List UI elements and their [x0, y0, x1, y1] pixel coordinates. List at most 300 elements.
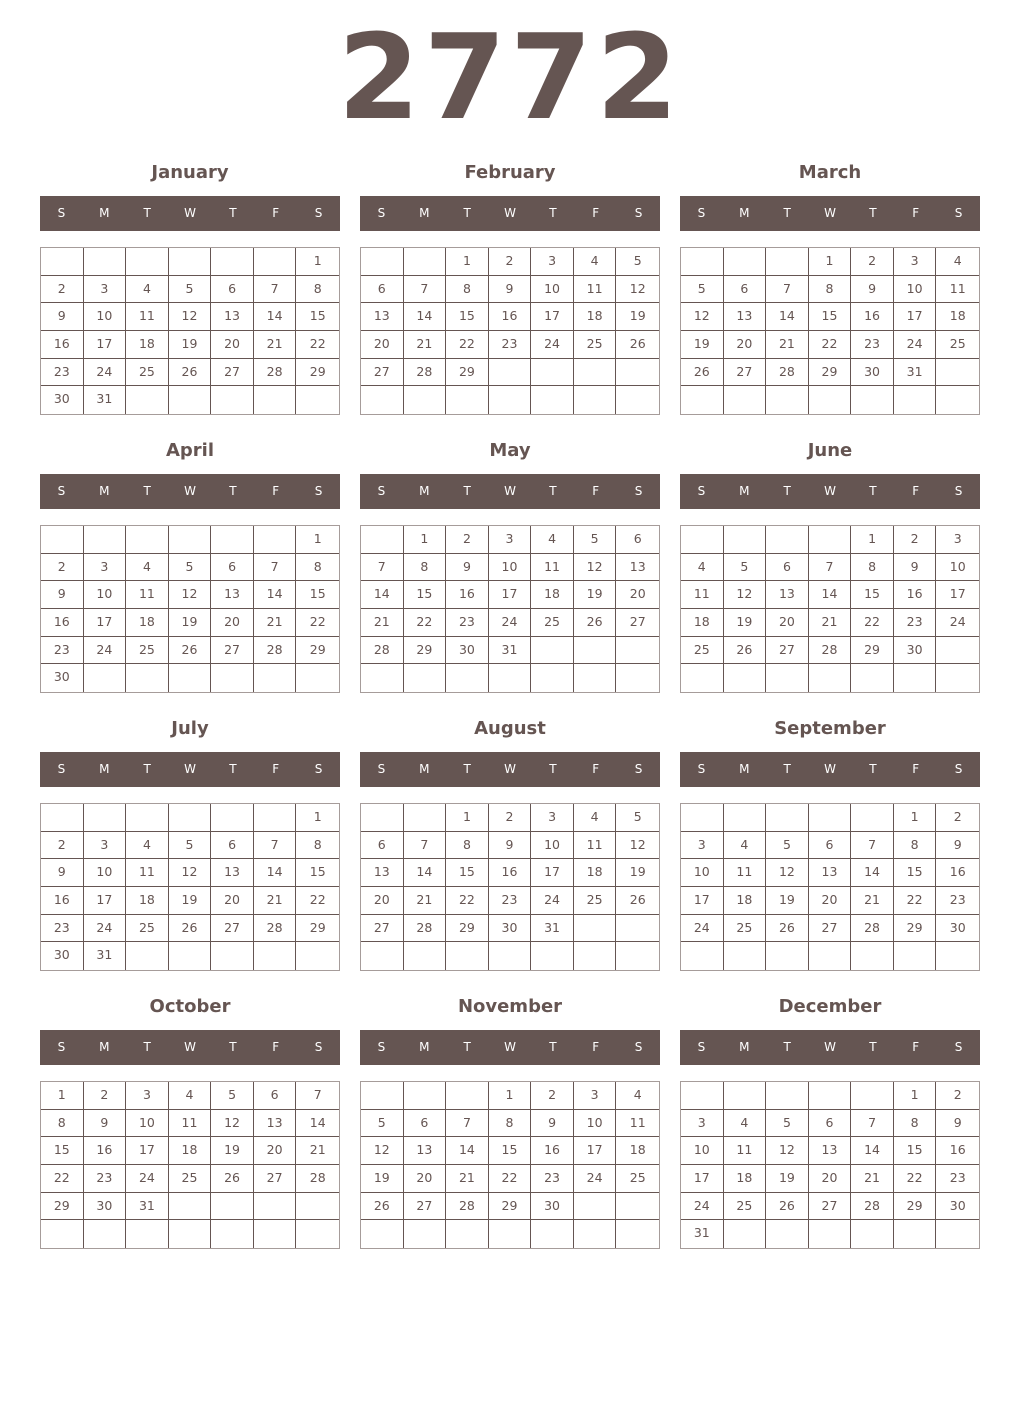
day-cell[interactable]: 5 — [766, 832, 809, 860]
day-cell[interactable]: 27 — [724, 359, 767, 387]
day-cell[interactable]: 1 — [446, 248, 489, 276]
day-cell[interactable]: 16 — [446, 581, 489, 609]
day-cell[interactable]: 7 — [851, 1110, 894, 1138]
day-cell[interactable]: 25 — [681, 637, 724, 665]
day-cell[interactable]: 13 — [361, 303, 404, 331]
day-cell[interactable]: 24 — [531, 887, 574, 915]
day-cell[interactable]: 27 — [809, 1193, 852, 1221]
day-cell[interactable]: 19 — [766, 887, 809, 915]
day-cell[interactable]: 24 — [681, 1193, 724, 1221]
day-cell[interactable]: 29 — [894, 915, 937, 943]
day-cell[interactable]: 9 — [936, 1110, 979, 1138]
day-cell[interactable]: 1 — [489, 1082, 532, 1110]
day-cell[interactable]: 3 — [681, 832, 724, 860]
day-cell[interactable]: 12 — [169, 859, 212, 887]
day-cell[interactable]: 1 — [404, 526, 447, 554]
day-cell[interactable]: 19 — [169, 887, 212, 915]
day-cell[interactable]: 19 — [616, 859, 659, 887]
day-cell[interactable]: 20 — [361, 331, 404, 359]
day-cell[interactable]: 12 — [724, 581, 767, 609]
day-cell[interactable]: 12 — [766, 859, 809, 887]
day-cell[interactable]: 14 — [296, 1110, 339, 1138]
day-cell[interactable]: 7 — [446, 1110, 489, 1138]
day-cell[interactable]: 7 — [851, 832, 894, 860]
day-cell[interactable]: 15 — [894, 1137, 937, 1165]
day-cell[interactable]: 13 — [361, 859, 404, 887]
day-cell[interactable]: 10 — [531, 832, 574, 860]
day-cell[interactable]: 29 — [489, 1193, 532, 1221]
day-cell[interactable]: 23 — [41, 637, 84, 665]
day-cell[interactable]: 27 — [211, 637, 254, 665]
day-cell[interactable]: 20 — [766, 609, 809, 637]
day-cell[interactable]: 22 — [41, 1165, 84, 1193]
day-cell[interactable]: 6 — [724, 276, 767, 304]
day-cell[interactable]: 16 — [41, 331, 84, 359]
day-cell[interactable]: 2 — [489, 804, 532, 832]
day-cell[interactable]: 27 — [361, 915, 404, 943]
day-cell[interactable]: 8 — [894, 832, 937, 860]
day-cell[interactable]: 12 — [766, 1137, 809, 1165]
day-cell[interactable]: 8 — [41, 1110, 84, 1138]
day-cell[interactable]: 24 — [84, 637, 127, 665]
day-cell[interactable]: 3 — [84, 276, 127, 304]
day-cell[interactable]: 19 — [211, 1137, 254, 1165]
day-cell[interactable]: 14 — [404, 303, 447, 331]
day-cell[interactable]: 25 — [126, 637, 169, 665]
day-cell[interactable]: 26 — [211, 1165, 254, 1193]
day-cell[interactable]: 7 — [809, 554, 852, 582]
day-cell[interactable]: 27 — [254, 1165, 297, 1193]
day-cell[interactable]: 31 — [126, 1193, 169, 1221]
day-cell[interactable]: 20 — [404, 1165, 447, 1193]
day-cell[interactable]: 3 — [531, 248, 574, 276]
day-cell[interactable]: 1 — [894, 804, 937, 832]
day-cell[interactable]: 26 — [681, 359, 724, 387]
day-cell[interactable]: 14 — [254, 303, 297, 331]
day-cell[interactable]: 21 — [766, 331, 809, 359]
day-cell[interactable]: 7 — [766, 276, 809, 304]
day-cell[interactable]: 24 — [936, 609, 979, 637]
day-cell[interactable]: 19 — [724, 609, 767, 637]
day-cell[interactable]: 6 — [211, 554, 254, 582]
day-cell[interactable]: 16 — [531, 1137, 574, 1165]
day-cell[interactable]: 2 — [41, 276, 84, 304]
day-cell[interactable]: 15 — [296, 303, 339, 331]
day-cell[interactable]: 15 — [404, 581, 447, 609]
day-cell[interactable]: 16 — [489, 303, 532, 331]
day-cell[interactable]: 5 — [211, 1082, 254, 1110]
day-cell[interactable]: 25 — [616, 1165, 659, 1193]
day-cell[interactable]: 11 — [531, 554, 574, 582]
day-cell[interactable]: 18 — [574, 303, 617, 331]
day-cell[interactable]: 4 — [724, 832, 767, 860]
day-cell[interactable]: 27 — [211, 359, 254, 387]
day-cell[interactable]: 5 — [616, 804, 659, 832]
day-cell[interactable]: 13 — [404, 1137, 447, 1165]
day-cell[interactable]: 6 — [211, 832, 254, 860]
day-cell[interactable]: 25 — [126, 359, 169, 387]
day-cell[interactable]: 30 — [41, 942, 84, 970]
day-cell[interactable]: 18 — [126, 609, 169, 637]
day-cell[interactable]: 11 — [574, 832, 617, 860]
day-cell[interactable]: 9 — [489, 832, 532, 860]
day-cell[interactable]: 29 — [446, 359, 489, 387]
day-cell[interactable]: 7 — [296, 1082, 339, 1110]
day-cell[interactable]: 19 — [169, 331, 212, 359]
day-cell[interactable]: 8 — [296, 832, 339, 860]
day-cell[interactable]: 11 — [126, 859, 169, 887]
day-cell[interactable]: 30 — [489, 915, 532, 943]
day-cell[interactable]: 26 — [766, 915, 809, 943]
day-cell[interactable]: 23 — [446, 609, 489, 637]
day-cell[interactable]: 30 — [531, 1193, 574, 1221]
day-cell[interactable]: 6 — [254, 1082, 297, 1110]
day-cell[interactable]: 30 — [84, 1193, 127, 1221]
day-cell[interactable]: 6 — [361, 832, 404, 860]
day-cell[interactable]: 17 — [936, 581, 979, 609]
day-cell[interactable]: 28 — [404, 915, 447, 943]
day-cell[interactable]: 14 — [404, 859, 447, 887]
day-cell[interactable]: 3 — [126, 1082, 169, 1110]
day-cell[interactable]: 12 — [681, 303, 724, 331]
day-cell[interactable]: 2 — [41, 832, 84, 860]
day-cell[interactable]: 24 — [531, 331, 574, 359]
day-cell[interactable]: 18 — [574, 859, 617, 887]
day-cell[interactable]: 16 — [489, 859, 532, 887]
day-cell[interactable]: 26 — [616, 331, 659, 359]
day-cell[interactable]: 17 — [574, 1137, 617, 1165]
day-cell[interactable]: 12 — [574, 554, 617, 582]
day-cell[interactable]: 11 — [574, 276, 617, 304]
day-cell[interactable]: 9 — [851, 276, 894, 304]
day-cell[interactable]: 8 — [296, 554, 339, 582]
day-cell[interactable]: 25 — [169, 1165, 212, 1193]
day-cell[interactable]: 17 — [84, 609, 127, 637]
day-cell[interactable]: 26 — [724, 637, 767, 665]
day-cell[interactable]: 1 — [296, 248, 339, 276]
day-cell[interactable]: 4 — [169, 1082, 212, 1110]
day-cell[interactable]: 19 — [616, 303, 659, 331]
day-cell[interactable]: 2 — [489, 248, 532, 276]
day-cell[interactable]: 22 — [296, 887, 339, 915]
day-cell[interactable]: 16 — [41, 609, 84, 637]
day-cell[interactable]: 23 — [489, 887, 532, 915]
day-cell[interactable]: 30 — [446, 637, 489, 665]
day-cell[interactable]: 10 — [84, 303, 127, 331]
day-cell[interactable]: 7 — [254, 276, 297, 304]
day-cell[interactable]: 13 — [211, 859, 254, 887]
day-cell[interactable]: 27 — [616, 609, 659, 637]
day-cell[interactable]: 3 — [84, 554, 127, 582]
day-cell[interactable]: 18 — [936, 303, 979, 331]
day-cell[interactable]: 28 — [296, 1165, 339, 1193]
day-cell[interactable]: 10 — [84, 581, 127, 609]
day-cell[interactable]: 17 — [531, 303, 574, 331]
day-cell[interactable]: 12 — [616, 276, 659, 304]
day-cell[interactable]: 28 — [254, 359, 297, 387]
day-cell[interactable]: 27 — [404, 1193, 447, 1221]
day-cell[interactable]: 11 — [936, 276, 979, 304]
day-cell[interactable]: 23 — [936, 1165, 979, 1193]
day-cell[interactable]: 5 — [169, 554, 212, 582]
day-cell[interactable]: 22 — [489, 1165, 532, 1193]
day-cell[interactable]: 29 — [404, 637, 447, 665]
day-cell[interactable]: 4 — [724, 1110, 767, 1138]
day-cell[interactable]: 13 — [211, 581, 254, 609]
day-cell[interactable]: 11 — [126, 303, 169, 331]
day-cell[interactable]: 4 — [574, 248, 617, 276]
day-cell[interactable]: 31 — [894, 359, 937, 387]
day-cell[interactable]: 10 — [936, 554, 979, 582]
day-cell[interactable]: 8 — [296, 276, 339, 304]
day-cell[interactable]: 7 — [254, 554, 297, 582]
day-cell[interactable]: 20 — [724, 331, 767, 359]
day-cell[interactable]: 16 — [84, 1137, 127, 1165]
day-cell[interactable]: 22 — [296, 609, 339, 637]
day-cell[interactable]: 20 — [616, 581, 659, 609]
day-cell[interactable]: 14 — [766, 303, 809, 331]
day-cell[interactable]: 28 — [809, 637, 852, 665]
day-cell[interactable]: 9 — [531, 1110, 574, 1138]
day-cell[interactable]: 2 — [936, 804, 979, 832]
day-cell[interactable]: 17 — [489, 581, 532, 609]
day-cell[interactable]: 4 — [531, 526, 574, 554]
day-cell[interactable]: 20 — [254, 1137, 297, 1165]
day-cell[interactable]: 15 — [894, 859, 937, 887]
day-cell[interactable]: 25 — [724, 1193, 767, 1221]
day-cell[interactable]: 23 — [41, 359, 84, 387]
day-cell[interactable]: 25 — [724, 915, 767, 943]
day-cell[interactable]: 7 — [404, 276, 447, 304]
day-cell[interactable]: 5 — [681, 276, 724, 304]
day-cell[interactable]: 9 — [894, 554, 937, 582]
day-cell[interactable]: 13 — [211, 303, 254, 331]
day-cell[interactable]: 25 — [574, 887, 617, 915]
day-cell[interactable]: 22 — [404, 609, 447, 637]
day-cell[interactable]: 11 — [681, 581, 724, 609]
day-cell[interactable]: 28 — [254, 637, 297, 665]
day-cell[interactable]: 13 — [766, 581, 809, 609]
day-cell[interactable]: 10 — [489, 554, 532, 582]
day-cell[interactable]: 26 — [574, 609, 617, 637]
day-cell[interactable]: 10 — [681, 1137, 724, 1165]
day-cell[interactable]: 23 — [84, 1165, 127, 1193]
day-cell[interactable]: 24 — [894, 331, 937, 359]
day-cell[interactable]: 20 — [361, 887, 404, 915]
day-cell[interactable]: 19 — [361, 1165, 404, 1193]
day-cell[interactable]: 14 — [851, 859, 894, 887]
day-cell[interactable]: 28 — [254, 915, 297, 943]
day-cell[interactable]: 29 — [809, 359, 852, 387]
day-cell[interactable]: 6 — [361, 276, 404, 304]
day-cell[interactable]: 21 — [254, 609, 297, 637]
day-cell[interactable]: 16 — [41, 887, 84, 915]
day-cell[interactable]: 11 — [616, 1110, 659, 1138]
day-cell[interactable]: 19 — [766, 1165, 809, 1193]
day-cell[interactable]: 23 — [851, 331, 894, 359]
day-cell[interactable]: 10 — [531, 276, 574, 304]
day-cell[interactable]: 3 — [531, 804, 574, 832]
day-cell[interactable]: 12 — [169, 303, 212, 331]
day-cell[interactable]: 17 — [84, 887, 127, 915]
day-cell[interactable]: 21 — [446, 1165, 489, 1193]
day-cell[interactable]: 16 — [851, 303, 894, 331]
day-cell[interactable]: 24 — [574, 1165, 617, 1193]
day-cell[interactable]: 15 — [809, 303, 852, 331]
day-cell[interactable]: 29 — [296, 637, 339, 665]
day-cell[interactable]: 18 — [724, 1165, 767, 1193]
day-cell[interactable]: 21 — [404, 331, 447, 359]
day-cell[interactable]: 8 — [404, 554, 447, 582]
day-cell[interactable]: 26 — [169, 915, 212, 943]
day-cell[interactable]: 21 — [851, 887, 894, 915]
day-cell[interactable]: 1 — [894, 1082, 937, 1110]
day-cell[interactable]: 22 — [894, 887, 937, 915]
day-cell[interactable]: 26 — [361, 1193, 404, 1221]
day-cell[interactable]: 18 — [169, 1137, 212, 1165]
day-cell[interactable]: 15 — [851, 581, 894, 609]
day-cell[interactable]: 18 — [724, 887, 767, 915]
day-cell[interactable]: 4 — [616, 1082, 659, 1110]
day-cell[interactable]: 4 — [126, 554, 169, 582]
day-cell[interactable]: 8 — [894, 1110, 937, 1138]
day-cell[interactable]: 18 — [126, 887, 169, 915]
day-cell[interactable]: 3 — [681, 1110, 724, 1138]
day-cell[interactable]: 30 — [894, 637, 937, 665]
day-cell[interactable]: 5 — [724, 554, 767, 582]
day-cell[interactable]: 5 — [574, 526, 617, 554]
day-cell[interactable]: 29 — [446, 915, 489, 943]
day-cell[interactable]: 16 — [936, 859, 979, 887]
day-cell[interactable]: 31 — [531, 915, 574, 943]
day-cell[interactable]: 11 — [724, 859, 767, 887]
day-cell[interactable]: 8 — [851, 554, 894, 582]
day-cell[interactable]: 7 — [254, 832, 297, 860]
day-cell[interactable]: 11 — [169, 1110, 212, 1138]
day-cell[interactable]: 18 — [681, 609, 724, 637]
day-cell[interactable]: 14 — [851, 1137, 894, 1165]
day-cell[interactable]: 23 — [531, 1165, 574, 1193]
day-cell[interactable]: 3 — [489, 526, 532, 554]
day-cell[interactable]: 29 — [41, 1193, 84, 1221]
day-cell[interactable]: 28 — [361, 637, 404, 665]
day-cell[interactable]: 27 — [361, 359, 404, 387]
day-cell[interactable]: 6 — [616, 526, 659, 554]
day-cell[interactable]: 8 — [446, 832, 489, 860]
day-cell[interactable]: 23 — [489, 331, 532, 359]
day-cell[interactable]: 16 — [936, 1137, 979, 1165]
day-cell[interactable]: 28 — [766, 359, 809, 387]
day-cell[interactable]: 12 — [211, 1110, 254, 1138]
day-cell[interactable]: 31 — [84, 942, 127, 970]
day-cell[interactable]: 10 — [574, 1110, 617, 1138]
day-cell[interactable]: 26 — [766, 1193, 809, 1221]
day-cell[interactable]: 12 — [361, 1137, 404, 1165]
day-cell[interactable]: 26 — [169, 359, 212, 387]
day-cell[interactable]: 6 — [211, 276, 254, 304]
day-cell[interactable]: 20 — [211, 609, 254, 637]
day-cell[interactable]: 15 — [296, 581, 339, 609]
day-cell[interactable]: 27 — [211, 915, 254, 943]
day-cell[interactable]: 31 — [489, 637, 532, 665]
day-cell[interactable]: 4 — [574, 804, 617, 832]
day-cell[interactable]: 30 — [936, 1193, 979, 1221]
day-cell[interactable]: 20 — [211, 887, 254, 915]
day-cell[interactable]: 17 — [681, 887, 724, 915]
day-cell[interactable]: 11 — [126, 581, 169, 609]
day-cell[interactable]: 25 — [936, 331, 979, 359]
day-cell[interactable]: 24 — [84, 359, 127, 387]
day-cell[interactable]: 8 — [489, 1110, 532, 1138]
day-cell[interactable]: 21 — [254, 331, 297, 359]
day-cell[interactable]: 24 — [126, 1165, 169, 1193]
day-cell[interactable]: 5 — [169, 276, 212, 304]
day-cell[interactable]: 21 — [254, 887, 297, 915]
day-cell[interactable]: 6 — [809, 1110, 852, 1138]
day-cell[interactable]: 8 — [446, 276, 489, 304]
day-cell[interactable]: 20 — [211, 331, 254, 359]
day-cell[interactable]: 1 — [41, 1082, 84, 1110]
day-cell[interactable]: 3 — [84, 832, 127, 860]
day-cell[interactable]: 19 — [681, 331, 724, 359]
day-cell[interactable]: 25 — [126, 915, 169, 943]
day-cell[interactable]: 13 — [254, 1110, 297, 1138]
day-cell[interactable]: 5 — [361, 1110, 404, 1138]
day-cell[interactable]: 10 — [681, 859, 724, 887]
day-cell[interactable]: 25 — [574, 331, 617, 359]
day-cell[interactable]: 17 — [126, 1137, 169, 1165]
day-cell[interactable]: 28 — [851, 915, 894, 943]
day-cell[interactable]: 28 — [404, 359, 447, 387]
day-cell[interactable]: 28 — [446, 1193, 489, 1221]
day-cell[interactable]: 9 — [84, 1110, 127, 1138]
day-cell[interactable]: 29 — [894, 1193, 937, 1221]
day-cell[interactable]: 31 — [84, 386, 127, 414]
day-cell[interactable]: 23 — [894, 609, 937, 637]
day-cell[interactable]: 17 — [681, 1165, 724, 1193]
day-cell[interactable]: 2 — [851, 248, 894, 276]
day-cell[interactable]: 1 — [296, 804, 339, 832]
day-cell[interactable]: 2 — [531, 1082, 574, 1110]
day-cell[interactable]: 7 — [404, 832, 447, 860]
day-cell[interactable]: 30 — [41, 664, 84, 692]
day-cell[interactable]: 13 — [809, 1137, 852, 1165]
day-cell[interactable]: 24 — [489, 609, 532, 637]
day-cell[interactable]: 17 — [84, 331, 127, 359]
day-cell[interactable]: 9 — [41, 303, 84, 331]
day-cell[interactable]: 6 — [809, 832, 852, 860]
day-cell[interactable]: 13 — [809, 859, 852, 887]
day-cell[interactable]: 30 — [41, 386, 84, 414]
day-cell[interactable]: 9 — [41, 581, 84, 609]
day-cell[interactable]: 26 — [169, 637, 212, 665]
day-cell[interactable]: 3 — [574, 1082, 617, 1110]
day-cell[interactable]: 17 — [894, 303, 937, 331]
day-cell[interactable]: 22 — [809, 331, 852, 359]
day-cell[interactable]: 30 — [936, 915, 979, 943]
day-cell[interactable]: 4 — [126, 832, 169, 860]
day-cell[interactable]: 4 — [126, 276, 169, 304]
day-cell[interactable]: 27 — [766, 637, 809, 665]
day-cell[interactable]: 2 — [936, 1082, 979, 1110]
day-cell[interactable]: 3 — [894, 248, 937, 276]
day-cell[interactable]: 9 — [41, 859, 84, 887]
day-cell[interactable]: 7 — [361, 554, 404, 582]
day-cell[interactable]: 5 — [766, 1110, 809, 1138]
day-cell[interactable]: 22 — [851, 609, 894, 637]
day-cell[interactable]: 22 — [894, 1165, 937, 1193]
day-cell[interactable]: 29 — [296, 915, 339, 943]
